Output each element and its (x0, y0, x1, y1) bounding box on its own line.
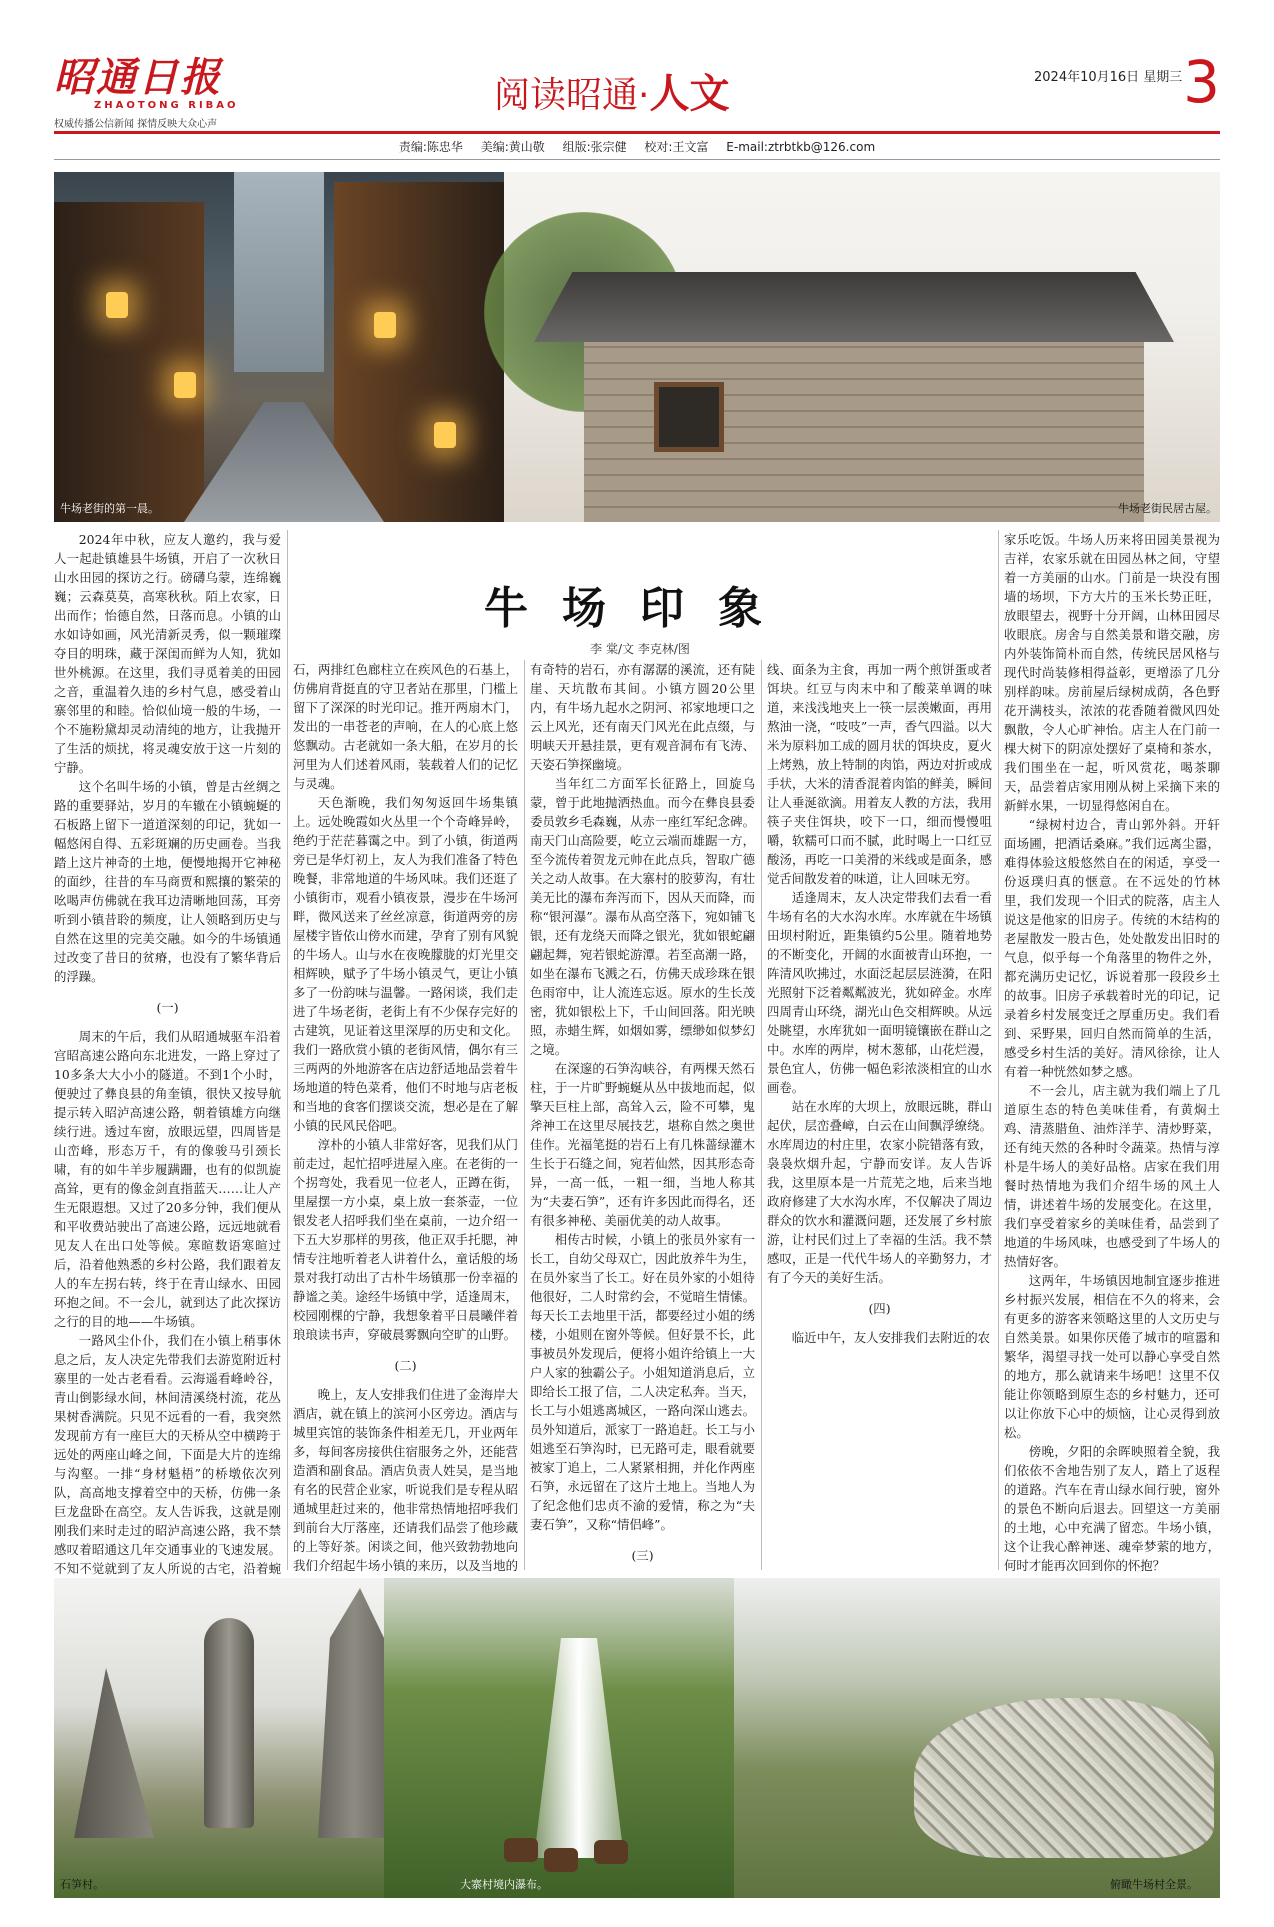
caption-top-left: 牛场老街的第一晨。 (60, 502, 159, 515)
photo-waterfall (384, 1578, 774, 1898)
section-heading: (二) (394, 1358, 417, 1373)
paragraph: 石，两排红色廊柱立在疾风色的石基上，仿佛肩背挺直的守卫者站在那里，门槛上留下了深深的时光印记。推开两扇木门，发出的一串苍老的声响，在人的心底上悠悠飘动。古老就如一条大船，在岁月的长河里为人们述着风雨，装载着人们的记忆与灵魂。 (293, 662, 518, 791)
rock-peak (74, 1668, 154, 1838)
column-divider (761, 660, 762, 1570)
page-number: 3 (1183, 48, 1220, 116)
paragraph: 周末的午后，我们从昭通城驱车沿着宫昭高速公路向东北进发，一路上穿过了10多条大大小小的隧道。不到1个小时，便驶过了彝良县的角奎镇，很快又按导航提示转入昭泸高速公路，朝着镇雄方向继续行进。透过车窗，放眼远望，四周皆是山峦峰，形态万千，有的像骏马引颈长啸，有的如牛羊步履蹒跚，也有的似凯旋高耸，更有的像金剑直指蓝天……让人产生无限遐想。又过了20多分钟，我们便从和平收费站驶出了高速公路，远远地就看见友人在出口处等候。寒暄数语寒暄过后，沿着他熟悉的乡村公路，我们跟着友人的车左拐右转，终于在青山绿水、田园环抱之间。不一会儿，就到达了此次探访之行的目的地——牛场镇。 (54, 1029, 281, 1329)
caption-bottom-right: 俯瞰牛场村全景。 (1110, 1878, 1198, 1891)
photo-town-panorama (734, 1578, 1220, 1898)
article-headline: 牛场印象 (484, 583, 796, 634)
photo-old-house (504, 172, 1220, 522)
paragraph: 一路风尘仆仆，我们在小镇上稍事休息之后，友人决定先带我们去游览附近村寨里的一处古老看看。云海遥看峰岭谷，青山倒影绿水间，林间清溪绕村流，花丛果树香满院。只见不远看的一看，我突然发现前方有一座巨大的天桥从空中横跨于远处的两座山峰之间，下面是大片的连绵与沟壑。一排“身材魁梧”的桥墩依次列队，高高地支撑着空中的天桥，仿佛一条巨龙盘卧在高空。友人告诉我，这就是刚刚我们来时走过的昭泸高速公路，我不禁感叹着昭通这几年交通事业的飞速发展。不知不觉就到了友人所说的古宅，沿着蜿 (54, 1333, 281, 1576)
section-dot: · (638, 75, 650, 116)
issue-date: 2024年10月16日 星期三 (1034, 70, 1183, 85)
article-column-2 (293, 660, 518, 1573)
paragraph: 天色渐晚，我们匆匆返回牛场集镇上。远处晚霞如火丛里一个个奇峰异岭，绝约于茫茫暮霭之中。到了小镇，街道两旁已是华灯初上，友人为我们准备了特色晚餐，非常地道的牛场风味。我们还逛了小镇街市，观看小镇夜景，漫步在牛场河畔，微风送来了丝丝凉意，街道两旁的房屋楼宇皆依山傍水而建，孕育了别有风貌的牛场人。山与水在夜晚朦胧的灯光里交相辉映，赋予了牛场小镇灵气，更让小镇多了一份韵味与温馨。一路闲谈，我们走进了牛场老街，老街上有不少保存完好的古建筑，见证着这里深厚的历史和文化。我们一路欣赏小镇的老街风情，偶尔有三三两两的外地游客在店边舒适地品尝着牛场地道的特色菜肴，他们不时地与店老板和当地的食客们摆谈交流，想必是在了解小镇的民风民俗吧。 (293, 795, 518, 1133)
paragraph: 2024年中秋，应友人邀约，我与爱人一起赴镇雄县牛场镇，开启了一次秋日山水田园的探访之行。磅礴乌蒙，连绵巍巍；云森莫莫，高寒秋秋。陌上农家，日出而作；怡德自然，日落而息。小镇的山水如诗如画，风光清新灵秀，似一颗璀璨夺目的明珠，藏于深闺而鲜为人知，犹如世外桃源。在这里，我们寻觅着美的田园之音，重温着久违的乡村气息，感受着山寨邻里的和睦。恰似仙境一般的牛场，一个不施粉黛却灵动清纯的地方，让我抛开了生活的烦扰，将灵魂安放于这一片刻的宁静。 (54, 532, 281, 775)
section-main: 阅读昭通 (494, 75, 639, 116)
caption-bottom-left: 石笋村。 (60, 1878, 104, 1891)
paragraph: 站在水库的大坝上，放眼远眺，群山起伏，层峦叠嶂，白云在山间飘浮缭绕。水库周边的村庄里，农家小院错落有致，袅袅炊烟升起，宁静而安详。友人告诉我，这里原本是一片荒芜之地，后来当地政府修建了大水沟水库，不仅解决了周边群众的饮水和灌溉问题，还发展了乡村旅游，让村民们过上了幸福的生活。我不禁感叹，正是一代代牛场人的辛勤努力，才有了今天的美好生活。 (767, 1099, 992, 1285)
paragraph: 相传古时候，小镇上的张员外家有一长工，自幼父母双亡，因此放养牛为生，在员外家当了长工。好在员外家的小姐待他很好，二人时常约会，不觉暗生情愫。每天长工去地里干活，都要经过小姐的绣楼，小姐则在窗外等候。但好景不长，此事被员外发现后，便将小姐许给镇上一大户人家的独霸公子。小姐知道消息后，立即给长工报了信，二人决定私奔。当天，长工与小姐逃离城区，一路向深山逃去。员外知道后，派家丁一路追赶。长工与小姐逃至石笋沟时，已无路可走，眼看就要被家丁追上，二人紧紧相拥，并化作两座石笋，永远留在了这片土地上。当地人为了纪念他们忠贞不渝的爱情，称之为“夫妻石笋”，又称“情侣峰”。 (530, 1232, 755, 1532)
lantern (374, 312, 396, 338)
caption-bottom-mid: 大寨村境内瀑布。 (460, 1878, 548, 1891)
paragraph: 淳朴的小镇人非常好客，见我们从门前走过，起忙招呼进屋入座。在老街的一个拐弯处，我看见一位老人，正蹲在街，里屋摆一方小桌，桌上放一套茶壶，一位银发老人招呼我们坐在桌前，一边介绍一下五大岁那样的男孩，他正双手托腮，神情专注地听着老人讲着什么，童话般的场景对我打动出了古朴牛场镇那一份幸福的静谧之美。途经牛场镇中学，适逢周末，校园刚棵的宁静，我想象着平日晨曦伴着琅琅读书声，穿破晨雾飘向空旷的山野。 (293, 1137, 518, 1342)
article-column-4 (767, 660, 992, 1570)
paragraph: 在深邃的石笋沟峡谷，有两棵天然石柱，于一片旷野蜿蜒从丛中拔地而起，似擎天巨柱上部，高耸入云，险不可攀，鬼斧神工在这里尽展技艺，堪称自然之奥世佳作。光福笔挺的岩石上有几株蔷绿灌木生长于石缝之间，宛若仙然，因其形态奇异，一高一低，一粗一细，当地人称其为“夫妻石笋”，还有许多因此而得名，还有很多神秘、美丽优美的动人故事。 (530, 1061, 755, 1228)
sky-strip (234, 172, 324, 372)
lantern (434, 422, 456, 448)
logo-pinyin: ZHAOTONG RIBAO (94, 100, 239, 111)
photo-old-street-night (54, 172, 504, 522)
editor-credits: 责编:陈忠华 美编:黄山敬 组版:张宗健 校对:王文富 E-mail:ztrbtkb@126.com (398, 140, 876, 154)
stone-pillar (204, 1618, 254, 1828)
paragraph: 临近中午，友人安排我们去附近的农 (791, 1330, 991, 1345)
caption-top-right: 牛场老街民居古屋。 (1118, 502, 1217, 515)
paragraph: 不一会儿，店主就为我们端上了几道原生态的特色美味佳肴，有黄焖土鸡、清蒸腊鱼、油炸洋芋、清炒野菜，还有纯天然的各种时令蔬菜。热情与淳朴是牛场人的美好品格。店家在我们用餐时热情地为我们介绍牛场的风土人情，讲述着牛场的发展变化。在这里，我们享受着家乡的美味佳肴，品尝到了地道的牛场风味，也感受到了牛场人的热情好客。 (1004, 1083, 1220, 1269)
paragraph: 这个名叫牛场的小镇，曾是古丝绸之路的重要驿站，岁月的车辙在小镇蜿蜒的石板路上留下一道道深刻的印记，犹如一幅悠闲自得、五彩斑斓的历史画卷。当我踏上这片神奇的土地，便慢地揭开它神秘的面纱，往昔的车马商贾和熙攘的繁荣的吆喝声仿佛就在我耳边清晰地回荡，耳旁听到小镇昔聆的频度，让人领略到历史与自然在这里的完美交融。如今的牛场镇通过改变了昔日的贫瘠，也没有了繁华背后的浮躁。 (54, 779, 281, 984)
building-left (54, 202, 204, 522)
paragraph: 有奇特的岩石，亦有潺潺的溪流，还有陡崖、天坑散布其间。小镇方圆20公里内，有牛场九起水之阴河、祁家地埂口之云上风光，还有南天门风光在此点缀，与明峡天开悬挂景，更有观音洞布有飞涛、天姿石笋探幽境。 (530, 662, 755, 772)
section-title (494, 62, 729, 119)
section-heading: (四) (868, 1301, 891, 1316)
masthead (54, 48, 1220, 130)
tile-roof (534, 272, 1174, 342)
paragraph: 家乐吃饭。牛场人历来将田园美景视为吉祥，农家乐就在田园丛林之间，守望着一方美丽的山水。门前是一块没有围墙的场坝，下方大片的玉米长势正旺，放眼望去，视野十分开阔，山林田园尽收眼底。房舍与自然美景和谐交融，房内外装饰简朴而自然，传统民居风格与现代时尚装修相得益彰，更增添了几分别样韵味。房前屋后绿树成荫，各色野花开满枝头，浓浓的花香随着微风四处飘散，令人心旷神怡。店主人在门前一棵大树下的阴凉处摆好了桌椅和茶水，我们围坐在一起，听风赏花，喝茶聊天，品尝着店家用刚从树上采摘下来的新鲜水果，一切显得悠闲自在。 (1004, 532, 1220, 813)
article-byline: 李 棠/文 李克林/图 (590, 642, 690, 656)
article-column-5 (1004, 530, 1220, 1573)
photo-strip-bottom (54, 1578, 1220, 1898)
masthead-rule (54, 131, 1220, 134)
paragraph: “绿树村边合，青山郭外斜。开轩面场圃，把酒话桑麻。”我们远离尘嚣，难得体验这般悠然自在的闲适，享受一份返璞归真的惬意。在不远处的竹林里，我们发现一个旧式的院落，店主人说这是他家的旧房子。传统的木结构的老屋散发一股古色，处处散发出旧时的气息，似乎每一个角落里的物件之外，都充满历史记忆，诉说着那一段段乡土的故事。旧房子承载着时光的印记，记录着乡村发展变迁之厚重历史。我们看到、采野果，回归自然而简单的生活，感受乡村生活的美好。清风徐徐，让人有着一种恍然如梦之感。 (1004, 817, 1220, 1079)
lantern (174, 372, 196, 398)
paragraph: 适逢周末，友人决定带我们去看一看牛场有名的大水沟水库。水库就在牛场镇田坝村附近，距集镇约5公里。随着地势的不断变化，开阔的水面被青山环抱，一阵清风吹拂过，水面泛起层层涟漪，在阳光照射下泛着粼粼波光，犹如碎金。水库四周青山环绕，湖光山色交相辉映。从远处眺望，水库犹如一面明镜镶嵌在群山之中。水库的两岸，树木葱郁，山花烂漫，景色宜人，仿佛一幅色彩浓淡相宜的山水画卷。 (767, 890, 992, 1095)
cow (504, 1838, 538, 1862)
article-column-1 (54, 530, 281, 1576)
paragraph: 这两年，牛场镇因地制宜逐步推进乡村振兴发展，相信在不久的将来，会有更多的游客来领略这里的人文历史与自然美景。如果你厌倦了城市的喧嚣和繁华，渴望寻找一处可以静心享受自然的地方，那么就请来牛场吧！这里不仅能让你领略到原生态的乡村魅力，还可以让你放下心中的烦恼，让心灵得到放松。 (1004, 1273, 1220, 1440)
paragraph: 晚上，友人安排我们住进了金海岸大酒店，就在镇上的滨河小区旁边。酒店与城里宾馆的装饰条件相差无几，开业两年多，每间客房接供住宿服务之外，还能营造酒和副食品。酒店负责人姓吴，是当地有名的民营企业家，听说我们是专程从昭通城里赶过来的，他非常热情地招呼我们到前台大厅落座，还请我们品尝了他珍藏的上等好茶。闲谈之间，他兴致勃勃地向我们介绍起牛场小镇的来历，以及当地的 (293, 1387, 518, 1573)
cow (594, 1840, 628, 1864)
article-column-3 (530, 660, 755, 1570)
paragraph: 线、面条为主食，再加一两个煎饼蛋或者饵块。红豆与肉末中和了酸菜单调的味道，来浅浅地夹上一筷一层羡嫩面，再用熬油一浇，“吱吱”一声，香气四溢。以大米为原料加工成的圆月状的饵块皮，夏火上烤熟，放上特制的肉馅，两边对折或成手状，大米的清香混着肉馅的鲜美，瞬间让人垂涎欲滴。用着友人教的方法，我用筷子夹住饵块，咬下一口，细而慢慢咀嚼，软糯可口而不腻，此时喝上一口红豆酸汤，再吃一口美滑的米线或是面条，感觉舌间散发着的味道，让人回味无穷。 (767, 662, 992, 886)
waterfall (534, 1638, 624, 1858)
section-heading: (一) (156, 1000, 179, 1015)
column-divider (287, 530, 288, 1570)
lantern (106, 292, 128, 318)
column-divider (998, 530, 999, 1570)
logo-slogan: 权威传播公信新闻 探情反映大众心声 (54, 119, 218, 130)
section-sub: 人文 (649, 71, 730, 117)
section-heading: (三) (631, 1548, 654, 1563)
cow (544, 1848, 578, 1872)
building-right (334, 182, 504, 522)
newspaper-logo (54, 56, 284, 130)
wooden-window (654, 382, 724, 452)
column-divider (524, 660, 525, 1570)
paragraph: 当年红二方面军长征路上，回旋乌蒙，曾于此地抛洒热血。而今在彝良县委委员敦乡毛森巍，从赤一座红军纪念碑。南天门山高险要，屹立云端而雄踞一方，至今流传着贺龙元帅在此点兵，智取广德关之动人故事。在大寨村的胶萝沟，有壮美无比的瀑布奔泻而下，因从天而降，而称“银河瀑”。瀑布从高空落下，宛如铺飞银，还有龙绕天而降之银光，犹如银蛇翩翩起舞，宛若银蛇游潭。若至高潮一路，如坐在瀑布飞溅之石，仿佛天成珍珠在银色雨帘中，让人流连忘返。原水的生长茂密，犹如银松上下，千山间回落。阳光映照，赤蜡生辉，如烟如雾，缥缈如似梦幻之境。 (530, 776, 755, 1057)
col1-paragraphs (54, 530, 281, 986)
credits-rule (54, 159, 1220, 160)
town-buildings (914, 1698, 1214, 1858)
paragraph: 傍晚，夕阳的余晖映照着全貌，我们依依不舍地告别了友人，踏上了返程的道路。汽车在青山绿水间行驶，窗外的景色不断向后退去。回望这一方美丽的土地，心中充满了留恋。牛场小镇，这个让我心醉神迷、魂牵梦萦的地方，何时才能再次回到你的怀抱？ (1004, 1444, 1220, 1573)
logo-chinese: 昭通日报 (54, 54, 222, 101)
